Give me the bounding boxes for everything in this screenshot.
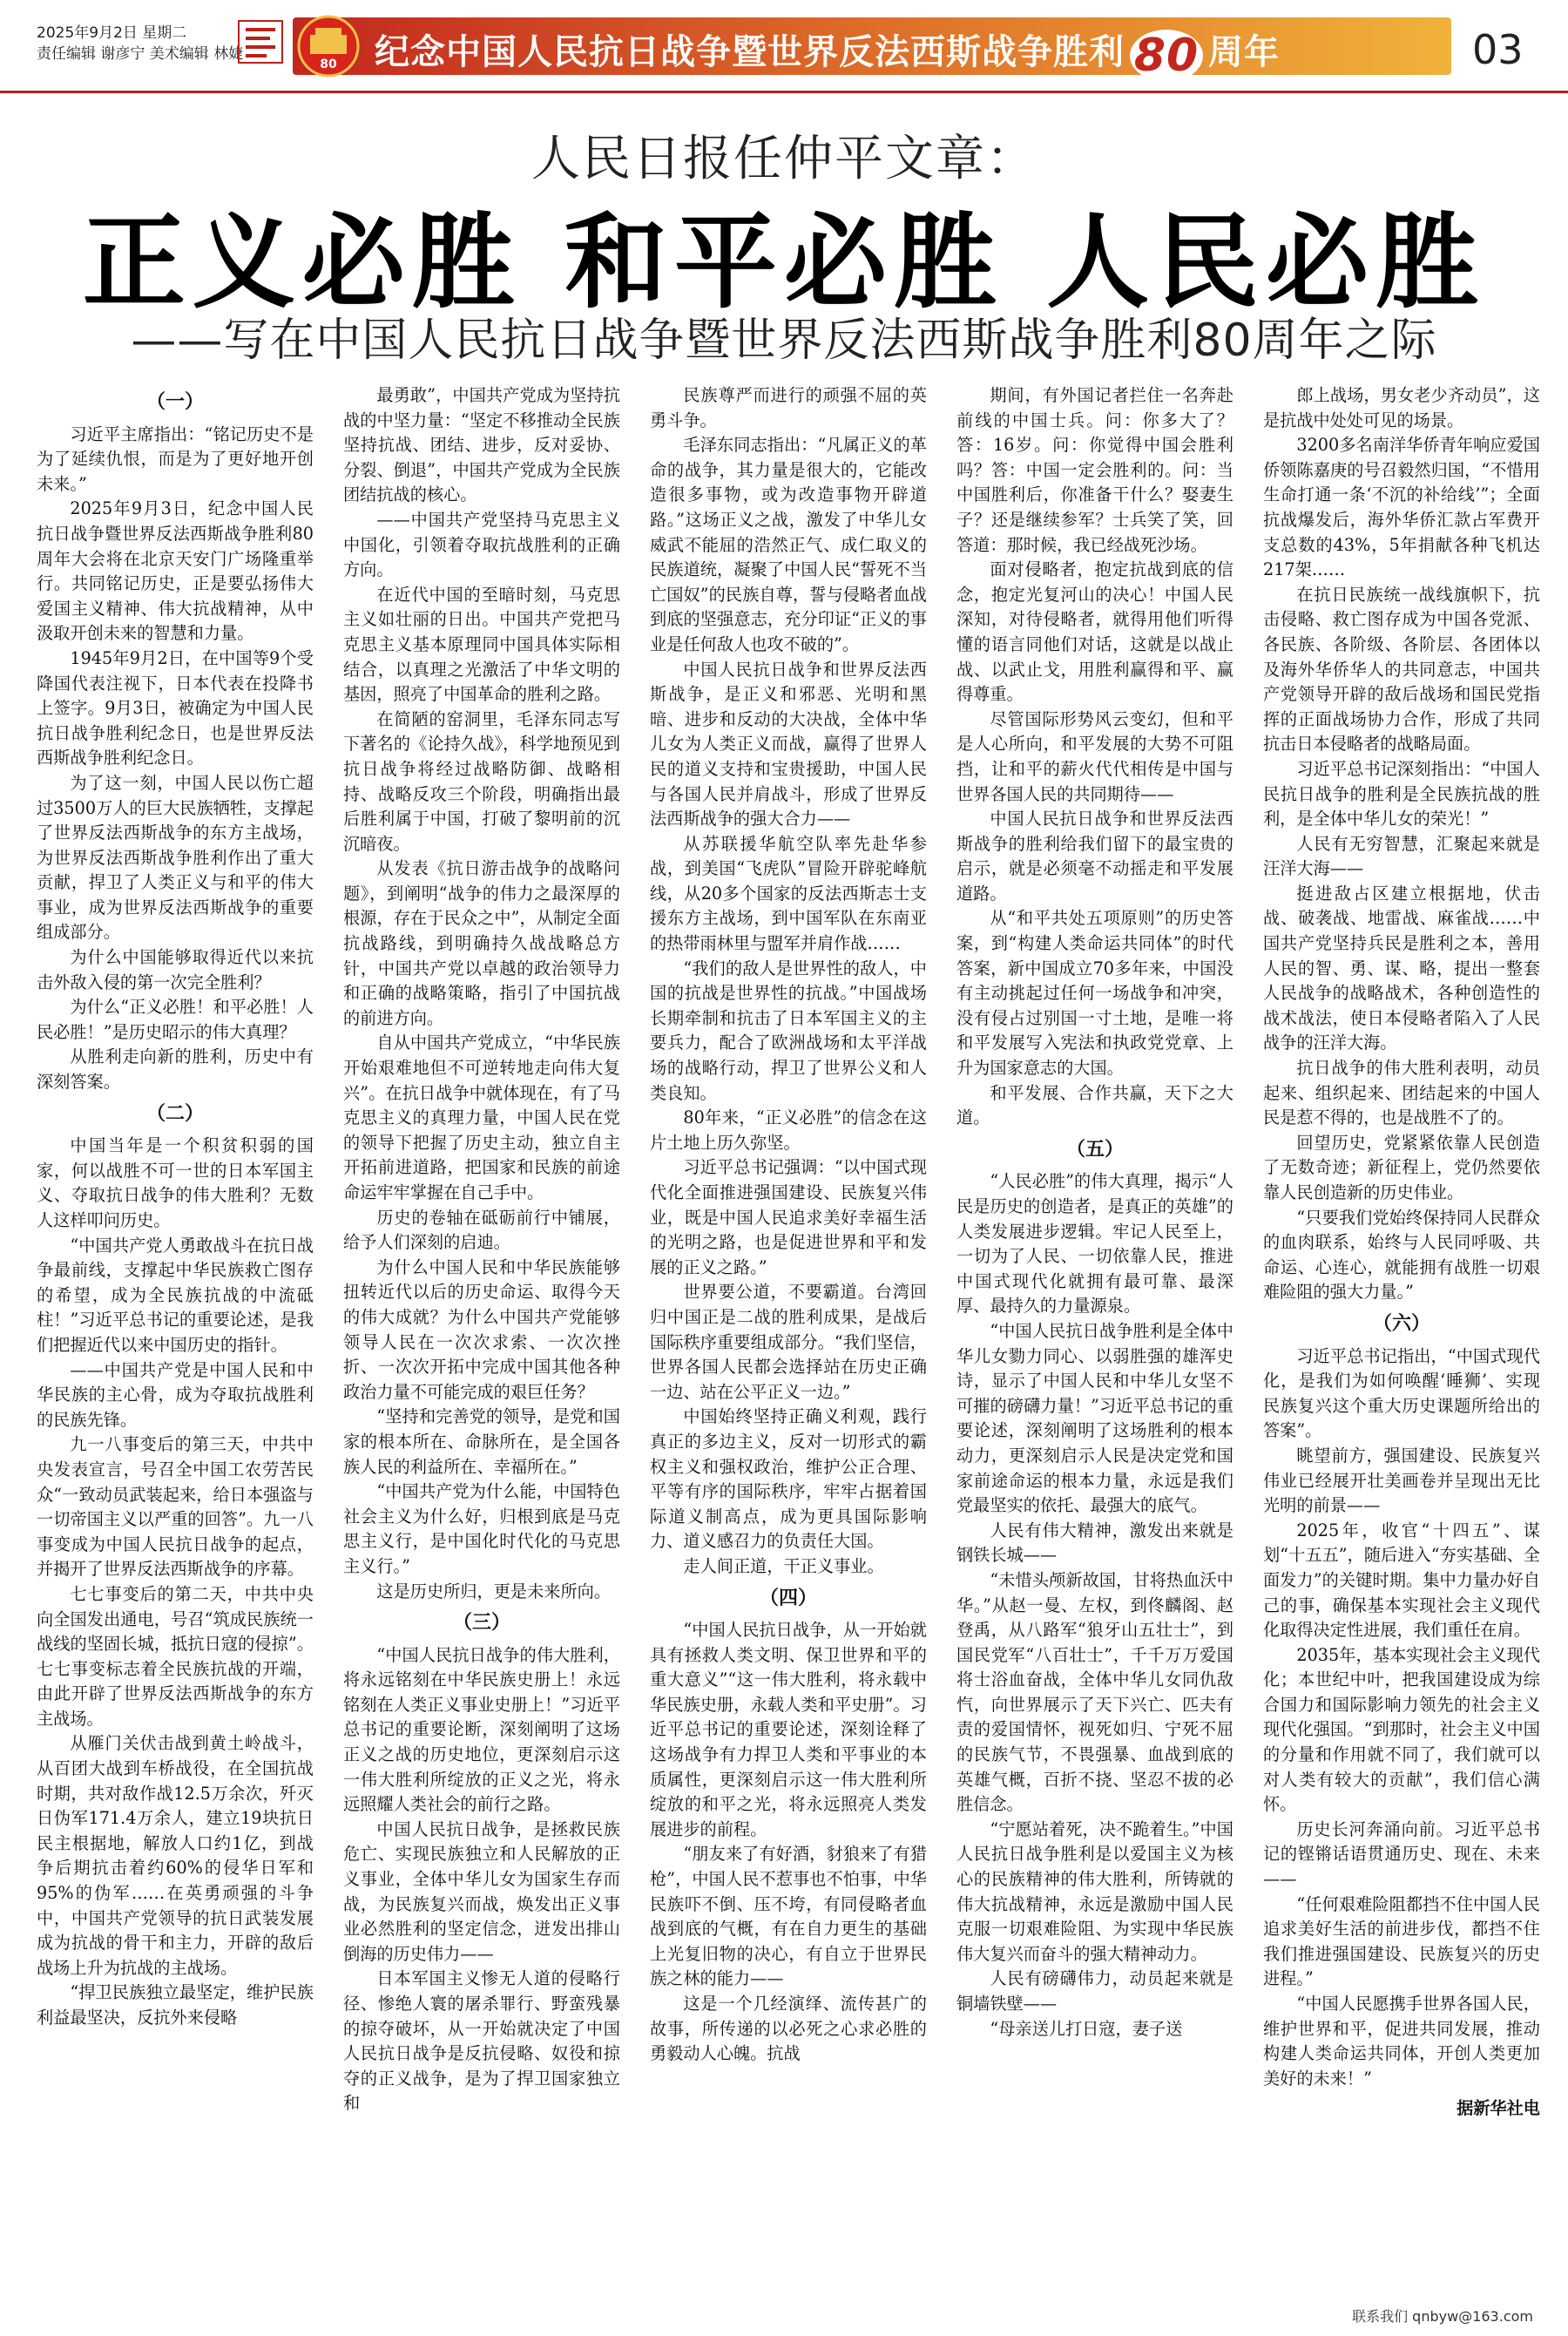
paragraph: 1945年9月2日，在中国等9个受降国代表注视下，日本代表在投降书上签字。9月3日，被确定为中国人民抗日战争胜利纪念日，也是世界反法西斯战争胜利纪念日。 [37,647,314,769]
paragraph: 3200多名南洋华侨青年响应爱国侨领陈嘉庚的号召毅然归国，“不惜用生命打通一条‘不沉的补给线’”；全面抗战爆发后，海外华侨汇款占军费开支总数的43%，5年捐献各种飞机达217架…… [1263,435,1540,580]
paragraph: ——中国共产党是中国人民和中华民族的主心骨，成为夺取抗战胜利的民族先锋。 [37,1359,314,1430]
paragraph: 期间，有外国记者拦住一名奔赴前线的中国士兵。问：你多大了？答：16岁。问：你觉得中国会胜利吗？答：中国一定会胜利的。问：当中国胜利后，你准备干什么？娶妻生子？还是继续参军？士兵笑了笑，回答道：那时候，我已经战死沙场。 [956,385,1233,555]
page-number: 03 [1472,26,1524,73]
section-heading: （一） [145,391,204,413]
paragraph: 尽管国际形势风云变幻，但和平是人心所向，和平发展的大势不可阻挡，让和平的薪火代代相传是中国与世界各国人民的共同期待—— [956,708,1233,804]
section-heading: （六） [1372,1312,1430,1335]
paragraph: “中国共产党人勇敢战斗在抗日战争最前线，支撑起中华民族救亡图存的希望，成为全民族抗战的中流砥柱！”习近平总书记的重要论述，是我们把握近代以来中国历史的指针。 [37,1235,314,1355]
paragraph: “中国人民愿携手世界各国人民，维护世界和平，促进共同发展，推动构建人类命运共同体，开创人类更加美好的未来！” [1263,1994,1540,2089]
paragraph: 抗日战争的伟大胜利表明，动员起来、组织起来、团结起来的中国人民是惹不得的，也是战胜不了的。 [1263,1058,1540,1128]
paragraph: “我们的敌人是世界性的敌人，中国的抗战是世界性的抗战。”中国战场长期牵制和抗击了日本军国主义的主要兵力，配合了欧洲战场和太平洋战场的战略行动，捍卫了世界公义和人类良知。 [650,958,927,1103]
paragraph: 中国始终坚持正确义利观，践行真正的多边主义，反对一切形式的霸权主义和强权政治，维护公正合理、平等有序的国际秩序，牢牢占据着国际道义制高点，成为更具国际影响力、道义感召力的负责任大国。 [650,1406,927,1552]
paragraph: 为什么“正义必胜！和平必胜！人民必胜！”是历史昭示的伟大真理？ [37,997,314,1042]
paragraph: 最勇敢”，中国共产党成为坚持抗战的中坚力量：“坚定不移推动全民族坚持抗战、团结、进步，反对妥协、分裂、倒退”，中国共产党成为全民族团结抗战的核心。 [343,385,620,505]
paragraph: 世界要公道，不要霸道。台湾回归中国正是二战的胜利成果，是战后国际秩序重要组成部分。“我们坚信，世界各国人民都会选择站在历史正确一边、站在公平正义一边。” [650,1282,927,1402]
text-column-5 [1263,383,1540,2283]
paragraph: 民族尊严而进行的顽强不屈的英勇斗争。 [650,385,927,430]
article-pretitle: 人民日报任仲平文章： [531,131,1037,187]
masthead-info [37,23,243,64]
section-heading: （五） [1065,1138,1124,1161]
paragraph: 郎上战场，男女老少齐动员”，这是抗战中处处可见的场景。 [1263,385,1540,430]
paragraph: 人民有磅礴伟力，动员起来就是铜墙铁壁—— [956,1968,1233,2014]
newspaper-logo-icon [235,16,286,68]
paragraph: 和平发展、合作共赢，天下之大道。 [956,1082,1233,1128]
article-headline: 正义必胜 和平必胜 人民必胜 [82,202,1486,322]
paragraph: 2025年9月3日，纪念中国人民抗日战争暨世界反法西斯战争胜利80周年大会将在北京天安门广场隆重举行。共同铭记历史，正是要弘扬伟大爱国主义精神、伟大抗战精神，从中汲取开创未来的智慧和力量。 [37,498,314,644]
paragraph: “未惜头颅新故国，甘将热血沃中华。”从赵一曼、左权，到佟麟阁、赵登禹，从八路军“狼牙山五壮士”，到国民党军“八百壮士”，千千万万爱国将士浴血奋战，全体中华儿女同仇敌忾，向世界展示了天下兴亡、匹夫有责的爱国情怀，视死如归、宁死不屈的民族气节，不畏强暴、血战到底的英雄气概，百折不挠、坚忍不拔的必胜信念。 [956,1569,1233,1815]
paragraph: “母亲送儿打日寇，妻子送 [990,2018,1183,2039]
paragraph: 从苏联援华航空队率先赴华参战，到美国“飞虎队”冒险开辟驼峰航线，从20多个国家的反法西斯志士支援东方主战场，到中国军队在东南亚的热带雨林里与盟军并肩作战…… [650,833,927,954]
paragraph: 走人间正道，干正义事业。 [683,1555,884,1576]
text-column-4 [956,383,1233,2283]
article-body [37,383,1540,2283]
section-title-text: 纪念中国人民抗日战争暨世界反法西斯战争胜利 [375,32,1125,72]
paragraph: 为什么中国能够取得近代以来抗击外敌入侵的第一次完全胜利？ [37,947,314,992]
paragraph: 人民有无穷智慧，汇聚起来就是汪洋大海—— [1263,833,1540,879]
paragraph: 习近平总书记强调：“以中国式现代化全面推进强国建设、民族复兴伟业，既是中国人民追求美好幸福生活的光明之路，也是促进世界和平和发展的正义之路。” [650,1157,927,1277]
issue-date: 2025年9月2日 星期二 [37,24,187,42]
section-title [375,24,1280,82]
paragraph: 习近平总书记指出，“中国式现代化，是我们为如何唤醒‘睡狮’、实现民族复兴这个重大历史课题所给出的答案”。 [1263,1345,1540,1441]
paragraph: 历史长河奔涌向前。习近平总书记的铿锵话语贯通历史、现在、未来—— [1263,1818,1540,1890]
paragraph: 2025年，收官“十四五”、谋划“十五五”，随后进入“夯实基础、全面发力”的关键时期。集中力量办好自己的事，确保基本实现社会主义现代化取得决定性进展，我们重任在肩。 [1263,1520,1540,1641]
paragraph: 从“和平共处五项原则”的历史答案，到“构建人类命运共同体”的时代答案，新中国成立70多年来，中国没有主动挑起过任何一场战争和冲突，没有侵占过别国一寸土地，是唯一将和平发展写入宪法和执政党党章、上升为国家意志的大国。 [956,908,1233,1079]
paragraph: 习近平主席指出：“铭记历史不是为了延续仇恨，而是为了更好地开创未来。” [37,423,314,494]
paragraph: 眺望前方，强国建设、民族复兴伟业已经展开壮美画卷并呈现出无比光明的前景—— [1263,1445,1540,1516]
paragraph: “捍卫民族独立最坚定，维护民族利益最坚决，反抗外来侵略 [37,1982,314,2028]
paragraph: 为什么中国人民和中华民族能够扭转近代以后的历史命运、取得今天的伟大成就？为什么中国共产党能够领导人民在一次次求索、一次次挫折、一次次开拓中完成中国其他各种政治力量不可能完成的艰巨任务？ [343,1256,620,1402]
paragraph: ——中国共产党坚持马克思主义中国化，引领着夺取抗战胜利的正确方向。 [343,509,620,580]
paragraph: “朋友来了有好酒，豺狼来了有猎枪”，中国人民不惹事也不怕事，中华民族吓不倒、压不垮，有同侵略者血战到底的气概，有在自力更生的基础上光复旧物的决心，有自立于世界民族之林的能力—— [650,1844,927,1989]
paragraph: 在抗日民族统一战线旗帜下，抗击侵略、救亡图存成为中国各党派、各民族、各阶级、各阶层、各团体以及海外华侨华人的共同意志，中国共产党领导开辟的敌后战场和国民党指挥的正面战场协力合作，形成了共同抗击日本侵略者的战略局面。 [1263,584,1540,755]
paragraph: “宁愿站着死，决不跪着生。”中国人民抗日战争胜利是以爱国主义为核心的民族精神的伟大胜利，所铸就的伟大抗战精神，永远是激励中国人民克服一切艰难险阻、为实现中华民族伟大复兴而奋斗的强大精神动力。 [956,1818,1233,1964]
paragraph: 人民有伟大精神，激发出来就是钢铁长城—— [956,1520,1233,1566]
paragraph: 2035年，基本实现社会主义现代化；本世纪中叶，把我国建设成为综合国力和国际影响力领先的社会主义现代化强国。“到那时，社会主义中国的分量和作用就不同了，我们就可以对人类有较大的贡献”，我们信心满怀。 [1263,1644,1540,1815]
paragraph: 自从中国共产党成立，“中华民族开始艰难地但不可逆转地走向伟大复兴”。在抗日战争中就体现在，有了马克思主义的真理力量，中国人民在党的领导下把握了历史主动，独立自主开拓前进道路，把国家和民族的前途命运牢牢掌握在自己手中。 [343,1033,620,1202]
anniversary-emblem-icon [296,14,361,78]
contact-info: 联系我们 qnbyw@163.com [1352,2308,1533,2325]
text-column-3 [650,383,927,2283]
paragraph: “只要我们党始终保持同人民群众的血肉联系，始终与人民同呼吸、共命运、心连心，就能拥有战胜一切艰难险阻的强大力量。” [1263,1207,1540,1303]
paragraph: 面对侵略者，抱定抗战到底的信念，抱定光复河山的决心！中国人民深知，对待侵略者，就得用他们听得懂的语言同他们对话，这就是以战止战、以武止戈，用胜利赢得和平、赢得尊重。 [956,559,1233,705]
paragraph: 习近平总书记深刻指出：“中国人民抗日战争的胜利是全民族抗战的胜利，是全体中华儿女的荣光！” [1263,758,1540,829]
paragraph: 挺进敌占区建立根据地，伏击战、破袭战、地雷战、麻雀战……中国共产党坚持兵民是胜利之本，善用人民的智、勇、谋、略，提出一整套人民战争的战略战术，各种创造性的战术战法，使日本侵略者陷入了人民战争的汪洋大海。 [1263,883,1540,1053]
paragraph: 中国人民抗日战争和世界反法西斯战争，是正义和邪恶、光明和黑暗、进步和反动的大决战，全体中华儿女为人类正义而战，赢得了世界人民的道义支持和宝贵援助，中国人民与各国人民并肩战斗，形成了世界反法西斯战争的强大合力—— [650,659,927,829]
paragraph: 历史的卷轴在砥砺前行中铺展，给予人们深刻的启迪。 [343,1207,620,1253]
paragraph: “坚持和完善党的领导，是党和国家的根本所在、命脉所在，是全国各族人民的利益所在、幸福所在。” [343,1406,620,1477]
paragraph: 中国人民抗日战争和世界反法西斯战争的胜利给我们留下的最宝贵的启示，就是必须毫不动摇走和平发展道路。 [956,809,1233,904]
section-title-suffix: 周年 [1208,32,1280,72]
text-column-2 [343,383,620,2283]
paragraph: 从胜利走向新的胜利，历史中有深刻答案。 [37,1046,314,1093]
paragraph: 九一八事变后的第三天，中共中央发表宣言，号召全中国工农劳苦民众“一致动员武装起来，给日本强盗与一切帝国主义以严重的回答”。九一八事变成为中国人民抗日战争的起点，并揭开了世界反法西斯战争的序幕。 [37,1434,314,1580]
paragraph: “任何艰难险阻都挡不住中国人民追求美好生活的前进步伐，都挡不住我们推进强国建设、民族复兴的历史进程。” [1263,1893,1540,1989]
svg-text:80: 80 [320,58,337,71]
paragraph: 中国人民抗日战争，是拯救民族危亡、实现民族独立和人民解放的正义事业，全体中华儿女为国家生存而战，为民族复兴而战，焕发出正义事业必然胜利的坚定信念，迸发出排山倒海的历史伟力—— [343,1818,620,1964]
paragraph: 毛泽东同志指出：“凡属正义的革命的战争，其力量是很大的，它能改造很多事物，或为改造事物开辟道路。”这场正义之战，激发了中华儿女威武不能屈的浩然正气、成仁取义的民族道统，凝聚了中国人民“誓死不当亡国奴”的民族自尊，誓与侵略者血战到底的坚强意志，充分印证“正义的事业是任何敌人也攻不破的”。 [650,435,927,654]
text-column-1 [37,383,314,2283]
footer [0,2297,1568,2336]
paragraph: 在简陋的窑洞里，毛泽东同志写下著名的《论持久战》，科学地预见到抗日战争将经过战略防御、战略相持、战略反攻三个阶段，明确指出最后胜利属于中国，打破了黎明前的沉沉暗夜。 [343,708,620,854]
paragraph: 从雁门关伏击战到黄土岭战斗，从百团大战到车桥战役，在全国抗战时期，共对敌作战12.5万余次，歼灭日伪军171.4万余人，建立19块抗日民主根据地，解放人口约1亿，到战争后期抗击着约60%的侵华日军和95%的伪军……在英勇顽强的斗争中，中国共产党领导的抗日武装发展成为抗战的骨干和主力，开辟的敌后战场上升为抗战的主战场。 [37,1733,314,1978]
section-heading: （四） [759,1587,817,1609]
paragraph: “中国人民抗日战争的伟大胜利，将永远铭刻在中华民族史册上！永远铭刻在人类正义事业史册上！”习近平总书记的重要论断，深刻阐明了这场正义之战的历史地位，更深刻启示这一伟大胜利所绽放的正义之光，将永远照耀人类社会的前行之路。 [343,1644,620,1815]
section-heading: （三） [452,1612,510,1635]
paragraph: 七七事变后的第二天，中共中央向全国发出通电，号召“筑成民族统一战线的坚固长城，抵抗日寇的侵掠”。七七事变标志着全民族抗战的开端，由此开辟了世界反法西斯战争的东方主战场。 [37,1583,314,1729]
paragraph: 从发表《抗日游击战争的战略问题》，到阐明“战争的伟力之最深厚的根源，存在于民众之中”，从制定全面抗战路线，到明确持久战战略总方针，中国共产党以卓越的政治领导力和正确的战略策略，指引了中国抗战的前进方向。 [343,858,620,1028]
section-heading: （二） [145,1102,204,1125]
paragraph: 这是一个几经演绎、流传甚广的故事，所传递的以必死之心求必胜的勇毅动人心魄。抗战 [650,1994,927,2064]
paragraph: 80年来，“正义必胜”的信念在这片土地上历久弥坚。 [650,1107,927,1153]
paragraph: 日本军国主义惨无人道的侵略行径、惨绝人寰的屠杀罪行、野蛮残暴的掠夺破坏，从一开始就决定了中国人民抗日战争是反抗侵略、奴役和掠夺的正义战争，是为了捍卫国家独立和 [343,1968,620,2114]
paragraph: “人民必胜”的伟大真理，揭示“人民是历史的创造者，是真正的英雄”的人类发展进步逻辑。牢记人民至上，一切为了人民、一切依靠人民，推进中国式现代化就拥有最可靠、最深厚、最持久的力量源泉。 [956,1171,1233,1317]
article-signature: 据新华社电 [1456,2098,1540,2119]
anniversary-number: 80 [1130,30,1203,82]
paragraph: 这是历史所归，更是未来所向。 [376,1581,612,1601]
paragraph: “中国人民抗日战争胜利是全体中华儿女勠力同心、以弱胜强的雄浑史诗，显示了中国人民和中华儿女坚不可摧的磅礴力量！”习近平总书记的重要论述，深刻阐明了这场胜利的根本动力，更深刻启示人民是决定党和国家前途命运的根本力量，永远是我们党最坚实的依托、最强大的底气。 [956,1320,1233,1516]
paragraph: 在近代中国的至暗时刻，马克思主义如壮丽的日出。中国共产党把马克思主义基本原理同中国具体实际相结合，以真理之光激活了中华文明的基因，照亮了中国革命的胜利之路。 [343,584,620,705]
article-subtitle: ——写在中国人民抗日战争暨世界反法西斯战争胜利80周年之际 [131,315,1437,367]
paragraph: “中国共产党为什么能，中国特色社会主义为什么好，归根到底是马克思主义行，是中国化时代化的马克思主义行。” [343,1481,620,1576]
paragraph: 回望历史，党紧紧依靠人民创造了无数奇迹；新征程上，党仍然要依靠人民创造新的历史伟业。 [1263,1132,1540,1202]
masthead [0,0,1568,93]
paragraph: “中国人民抗日战争，从一开始就具有拯救人类文明、保卫世界和平的重大意义”“这一伟大胜利，将永载中华民族史册，永载人类和平史册”。习近平总书记的重要论述，深刻诠释了这场战争有力捍卫人类和平事业的本质属性，更深刻启示这一伟大胜利所绽放的和平之光，将永远照亮人类发展进步的前程。 [650,1620,927,1839]
paragraph: 中国当年是一个积贫积弱的国家，何以战胜不可一世的日本军国主义、夺取抗日战争的伟大胜利？无数人这样叩问历史。 [37,1135,314,1230]
paragraph: 为了这一刻，中国人民以伤亡超过3500万人的巨大民族牺牲，支撑起了世界反法西斯战争的东方主战场，为世界反法西斯战争胜利作出了重大贡献，捍卫了人类正义与和平的伟大事业，成为世界反法西斯战争的重要组成部分。 [37,772,314,943]
editors-credit: 责任编辑 谢彦宁 美术编辑 林婕 [37,45,244,63]
